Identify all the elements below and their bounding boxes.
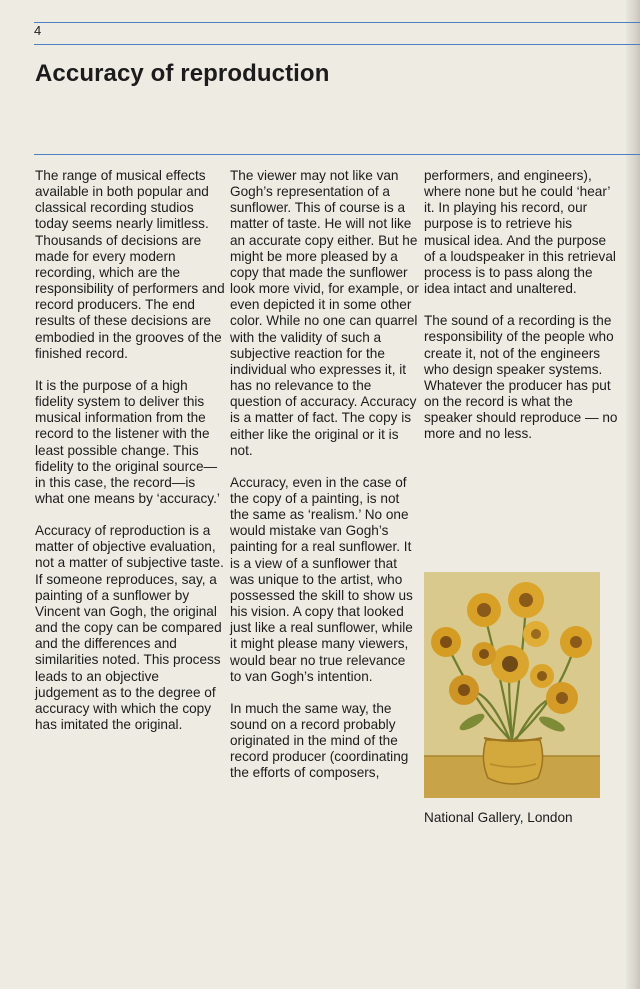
text-column-1	[35, 168, 225, 749]
sunflowers-illustration	[424, 572, 600, 798]
page-title: Accuracy of reproduction	[35, 60, 330, 87]
top-rule-lower	[34, 44, 640, 45]
paragraph: It is the purpose of a high fidelity system to deliver this musical information from the record to the listener with the least possible change. This fidelity to the original source—in this case, the record—is what one means by ‘accuracy.’	[35, 377, 220, 506]
paragraph: performers, and engineers), where none but he could ‘hear’ it. In playing his record, our purpose is to retrieve his musical idea. And the purpose of a loudspeaker in this retrieval process is to pass along the idea intact and unaltered.	[424, 168, 616, 297]
paragraph: The viewer may not like van Gogh’s representation of a sunflower. This of course is a matter of taste. He will not like an accurate copy either. But he might be more pleased by a copy that made the sunflower look more vivid, for example, or even depicted it in some other color. While no one can quarrel with the validity of such a subjective reaction for the individual who expresses it, it has no relevance to the question of accuracy. Accuracy is a matter of fact. The copy is either like the original or it is not.	[230, 168, 419, 458]
text-column-3	[424, 168, 620, 459]
paragraph: In much the same way, the sound on a record probably originated in the mind of the record producer (coordinating the efforts of composers,	[230, 700, 409, 781]
sunflowers-painting	[424, 572, 600, 798]
paragraph: The range of musical effects available in both popular and classical recording studios today seems nearly limitless. Thousands of decisions are made for every modern recording, which are the responsibility of performers and record producers. The end results of these decisions are embodied in the grooves of the finished record.	[35, 168, 225, 361]
image-caption: National Gallery, London	[424, 810, 573, 825]
page-number: 4	[34, 23, 42, 38]
top-rule	[34, 22, 640, 23]
paragraph: The sound of a recording is the responsibility of the people who create it, not of the engineers who design speaker systems. Whatever the producer has put on the record is what the speaker should reproduce — no more and no less.	[424, 313, 618, 442]
paragraph: Accuracy of reproduction is a matter of objective evaluation, not a matter of subjective taste. If someone reproduces, say, a painting of a sunflower by Vincent van Gogh, the original and the copy can be compared and the differences and similarities noted. This process leads to an objective judgement as to the degree of accuracy with which the copy has imitated the original.	[35, 523, 224, 732]
section-rule	[34, 154, 640, 155]
text-column-2	[230, 168, 420, 798]
page-edge	[626, 0, 640, 989]
paragraph: Accuracy, even in the case of the copy of a painting, is not the same as ‘realism.’ No one would mistake van Gogh’s painting for a real sunflower. It is a view of a sunflower that was unique to the artist, who possessed the skill to show us his vision. A copy that looked just like a real sunflower, while it might please many viewers, would bear no true relevance to van Gogh’s intention.	[230, 474, 413, 684]
